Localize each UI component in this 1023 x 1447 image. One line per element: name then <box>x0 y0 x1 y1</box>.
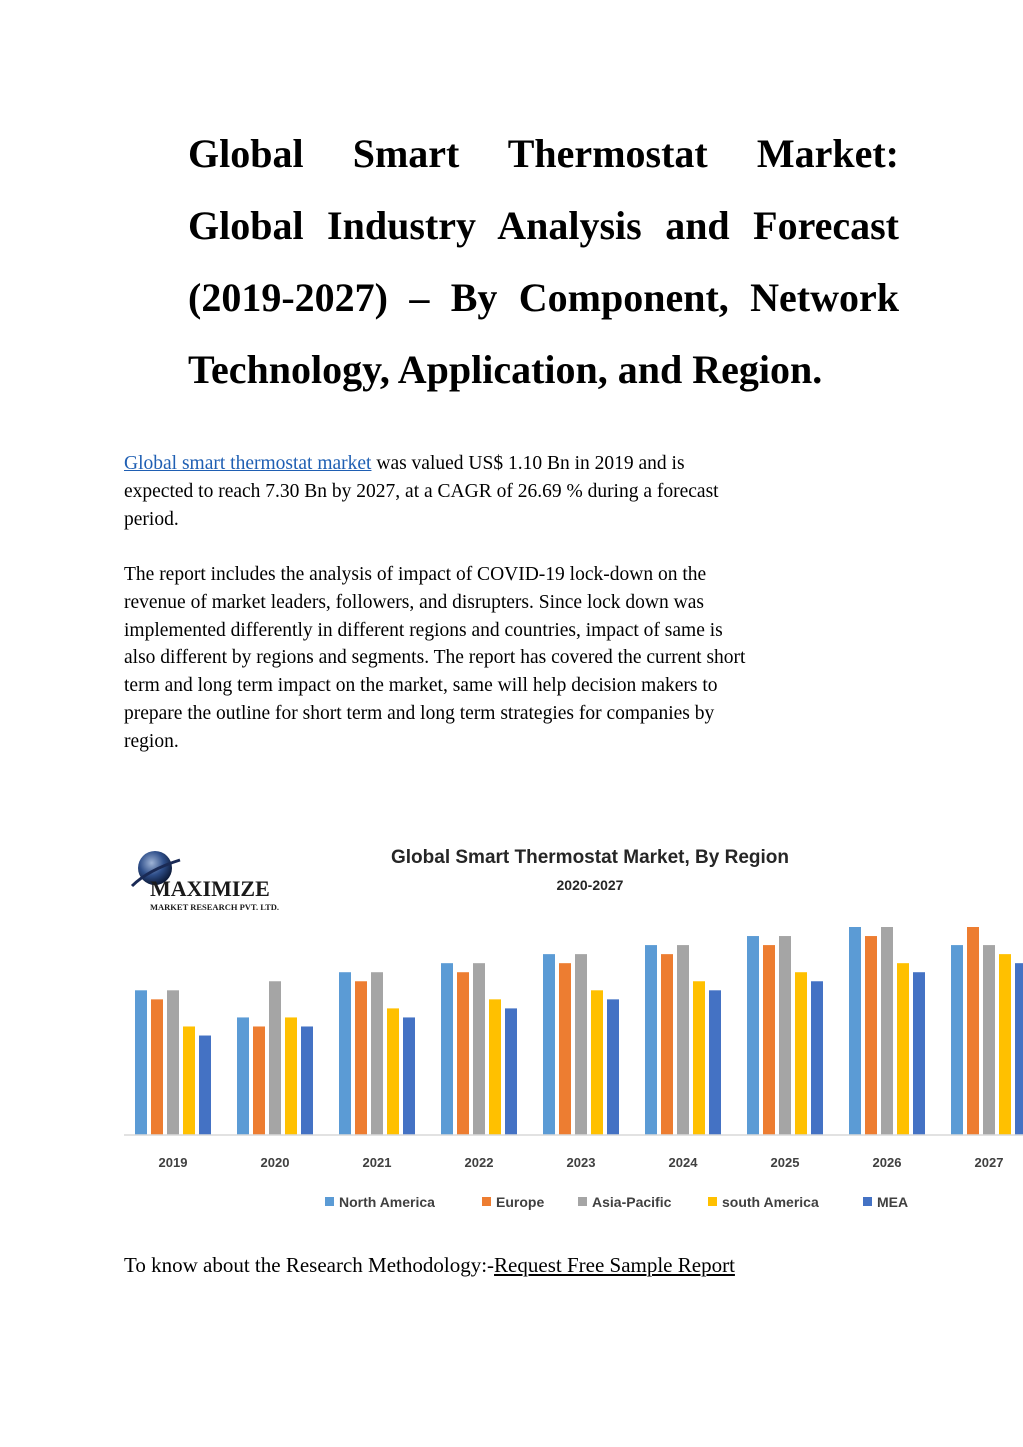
bar-2021-mea <box>403 1017 415 1135</box>
legend-item <box>482 1194 544 1210</box>
bar-2021-south-america <box>387 1008 399 1135</box>
bar-2025-north-america <box>747 936 759 1135</box>
bar-2025-asia-pacific <box>779 936 791 1135</box>
legend-label: south America <box>722 1194 819 1210</box>
bar-2023-mea <box>607 999 619 1135</box>
x-tick-label: 2021 <box>362 1155 392 1170</box>
covid-line: also different by regions and segments. The report has covered the current short <box>124 647 746 669</box>
covid-paragraph <box>124 561 914 756</box>
bar-2020-asia-pacific <box>269 981 281 1135</box>
x-tick-label: 2020 <box>260 1155 290 1170</box>
bar-2022-europe <box>457 972 469 1135</box>
bar-2026-north-america <box>849 927 861 1135</box>
legend-swatch <box>482 1197 491 1206</box>
intro-line-rest: was valued US$ 1.10 Bn in 2019 and is <box>371 453 685 474</box>
bar-2026-asia-pacific <box>881 927 893 1135</box>
x-tick-label: 2019 <box>158 1155 188 1170</box>
bar-2027-north-america <box>951 945 963 1135</box>
bar-2027-mea <box>1015 963 1023 1135</box>
bar-2026-europe <box>865 936 877 1135</box>
legend-label: North America <box>339 1194 435 1210</box>
request-sample-link[interactable]: Request Free Sample Report <box>494 1253 735 1277</box>
x-tick-label: 2024 <box>668 1155 698 1170</box>
bar-2024-north-america <box>645 945 657 1135</box>
bar-2022-mea <box>505 1008 517 1135</box>
bar-2024-mea <box>709 990 721 1135</box>
x-tick-labels <box>159 1155 1004 1170</box>
intro-paragraph <box>124 450 914 533</box>
bar-2021-north-america <box>339 972 351 1135</box>
bar-2027-asia-pacific <box>983 945 995 1135</box>
chart-legend <box>325 1194 908 1210</box>
bar-2022-asia-pacific <box>473 963 485 1135</box>
bar-2025-europe <box>763 945 775 1135</box>
legend-label: Asia-Pacific <box>592 1194 672 1210</box>
bar-2021-europe <box>355 981 367 1135</box>
bar-2019-mea <box>199 1036 211 1135</box>
bar-2019-europe <box>151 999 163 1135</box>
legend-item <box>325 1194 435 1210</box>
covid-line: The report includes the analysis of impact of COVID-19 lock-down on the <box>124 564 707 585</box>
legend-item <box>863 1194 908 1210</box>
covid-line: term and long term impact on the market, same will help decision makers to <box>124 675 718 697</box>
chart-title: Global Smart Thermostat Market, By Region <box>390 847 790 868</box>
chart-bars <box>135 927 1023 1135</box>
document-title <box>188 118 899 406</box>
bar-2023-europe <box>559 963 571 1135</box>
bar-2025-south-america <box>795 972 807 1135</box>
legend-item <box>578 1194 672 1210</box>
bar-2022-south-america <box>489 999 501 1135</box>
legend-swatch <box>708 1197 717 1206</box>
bar-2019-south-america <box>183 1026 195 1135</box>
title-line: Global Industry Analysis and Forecast <box>188 203 899 248</box>
bar-2026-mea <box>913 972 925 1135</box>
bar-2019-asia-pacific <box>167 990 179 1135</box>
bar-2020-mea <box>301 1026 313 1135</box>
bar-2026-south-america <box>897 963 909 1135</box>
legend-swatch <box>325 1197 334 1206</box>
bar-2024-europe <box>661 954 673 1135</box>
legend-label: Europe <box>496 1194 545 1210</box>
legend-swatch <box>863 1197 872 1206</box>
bar-2024-asia-pacific <box>677 945 689 1135</box>
bar-2020-south-america <box>285 1017 297 1135</box>
bar-2019-north-america <box>135 990 147 1135</box>
call-to-action <box>124 1251 735 1279</box>
bar-2024-south-america <box>693 981 705 1135</box>
cta-prefix: To know about the Research Methodology:- <box>124 1253 495 1277</box>
bar-2027-south-america <box>999 954 1011 1135</box>
bar-2022-north-america <box>441 963 453 1135</box>
bar-2027-europe <box>967 927 979 1135</box>
intro-line <box>124 450 914 478</box>
covid-line: implemented differently in different regions and countries, impact of same is <box>124 619 723 641</box>
bar-2023-north-america <box>543 954 555 1135</box>
covid-line: region. <box>124 730 179 752</box>
chart-subtitle: 2020-2027 <box>556 877 624 893</box>
x-tick-label: 2022 <box>464 1155 494 1170</box>
covid-line: revenue of market leaders, followers, and disrupters. Since lock down was <box>124 591 704 613</box>
bar-2021-asia-pacific <box>371 972 383 1135</box>
bar-2020-north-america <box>237 1017 249 1135</box>
bar-2023-south-america <box>591 990 603 1135</box>
legend-item <box>708 1194 819 1210</box>
x-tick-label: 2027 <box>974 1155 1004 1170</box>
title-line: Global Smart Thermostat Market: <box>188 131 899 176</box>
title-line: Technology, Application, and Region. <box>188 347 823 392</box>
x-tick-label: 2023 <box>566 1155 596 1170</box>
logo-subtitle: MARKET RESEARCH PVT. LTD. <box>150 902 280 912</box>
x-tick-label: 2026 <box>872 1155 902 1170</box>
title-line: (2019-2027) – By Component, Network <box>188 275 899 320</box>
bar-2025-mea <box>811 981 823 1135</box>
bar-2020-europe <box>253 1026 265 1135</box>
logo-name: MAXIMIZE <box>150 876 270 901</box>
intro-line: expected to reach 7.30 Bn by 2027, at a CAGR of 26.69 % during a forecast <box>124 480 719 502</box>
legend-swatch <box>578 1197 587 1206</box>
covid-line: prepare the outline for short term and long term strategies for companies by <box>124 702 715 724</box>
maximize-logo <box>128 848 328 918</box>
market-link[interactable]: Global smart thermostat market <box>124 453 372 474</box>
legend-label: MEA <box>877 1194 909 1210</box>
intro-line: period. <box>124 508 179 530</box>
bar-2023-asia-pacific <box>575 954 587 1135</box>
x-tick-label: 2025 <box>770 1155 800 1170</box>
